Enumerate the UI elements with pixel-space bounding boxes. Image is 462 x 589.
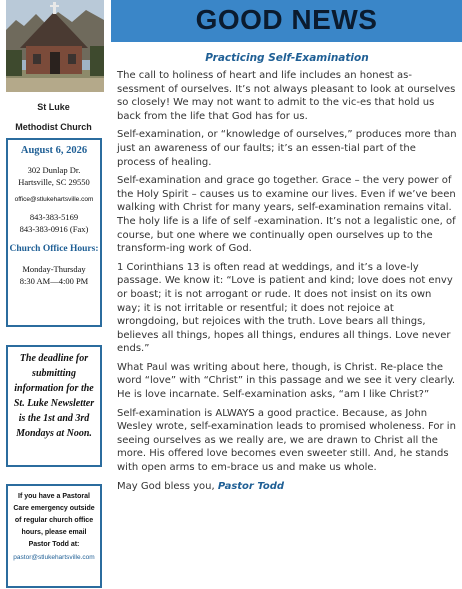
church-name-line2: Methodist Church <box>15 122 92 132</box>
pastoral-care-text: If you have a Pastoral Care emergency outside of regular church office hours, please email Pastor Todd at: <box>13 493 95 548</box>
article-paragraph: What Paul was writing about here, though, is Christ. Re-place the word “love” with “Christ” in this passage and we see it very clearly. He is love incarnate. Self-examination asks, “am I like Christ?” <box>117 361 456 401</box>
office-hours-time: 8:30 AM—4:00 PM <box>19 276 89 286</box>
closing-text: May God bless you, <box>117 480 215 492</box>
article-paragraph: 1 Corinthians 13 is often read at weddings, and it’s a love-ly passage. We know it: “Love is patient and kind; love does not envy or boast; it is not arrogant or rude. It does not insist on its own way; it is not irritable or resentful; it does not rejoice at wrongdoing, but rejoices with the truth. Love bears all things, believes all things, hopes all things, endures all things. Love never ends.” <box>117 261 453 355</box>
article-paragraph: Self-examination and grace go together. Grace – the very power of the Holy Spirit – causes us to examine our lives. Even if we’ve been walking with Christ for many years, self-examination remains vital. The holy life is a life of self -examination. It’s not a legalistic one, of course, but one where we continually open ourselves up to the transform-ing work of God. <box>117 175 456 255</box>
office-hours-title: Church Office Hours: <box>9 244 99 254</box>
church-name-line1: St Luke <box>37 102 70 112</box>
phone-numbers <box>8 211 100 235</box>
office-hours-days: Monday-Thursday <box>22 264 86 274</box>
address-line1: 302 Dunlap Dr. <box>27 165 81 175</box>
pastor-email-link[interactable]: pastor@stlukehartsville.com <box>13 554 95 561</box>
pastoral-care-box <box>6 484 102 588</box>
phone: 843-383-5169 <box>29 212 79 222</box>
contact-info-box <box>6 138 102 327</box>
newsletter-header <box>111 0 462 42</box>
office-email[interactable]: office@stlukehartsville.com <box>14 196 94 203</box>
article-paragraph: Self-examination is ALWAYS a good practice. Because, as John Wesley wrote, self-examination leads to promised wholeness. For in seeing ourselves as we really are, we are drawn to Christ all the more. His offered love becomes even sweeter still. And, he stands with open arms to em-brace us and make us whole. <box>117 407 456 474</box>
article-title: Practicing Self-Examination <box>205 52 369 64</box>
newsletter-date: August 6, 2026 <box>20 145 88 156</box>
signature: Pastor Todd <box>217 480 285 492</box>
deadline-text: The deadline for submitting information for the St. Luke Newsletter is the 1st and 3rd Mondays at Noon. <box>13 353 95 439</box>
article-paragraph: The call to holiness of heart and life includes an honest as-sessment of ourselves. It’s not always pleasant to look at ourselves so closely! We may not want to admit to the vic-es that hold us back from the life that God has for us. <box>117 70 456 122</box>
newsletter-title: GOOD NEWS <box>195 4 378 35</box>
church-photo <box>6 0 104 92</box>
church-name <box>0 97 107 137</box>
deadline-box <box>6 345 102 467</box>
article <box>117 52 457 498</box>
address-line2: Hartsville, SC 29550 <box>18 177 90 187</box>
address <box>8 164 100 188</box>
office-hours <box>8 263 100 287</box>
article-paragraph: Self-examination, or “knowledge of ourselves,” produces more than just an awareness of our faults; it’s an essen-tial part of the process of healing. <box>117 129 457 168</box>
article-signoff <box>117 480 457 494</box>
sidebar <box>0 0 107 589</box>
fax: 843-383-0916 (Fax) <box>19 224 89 234</box>
church-image <box>6 0 104 92</box>
